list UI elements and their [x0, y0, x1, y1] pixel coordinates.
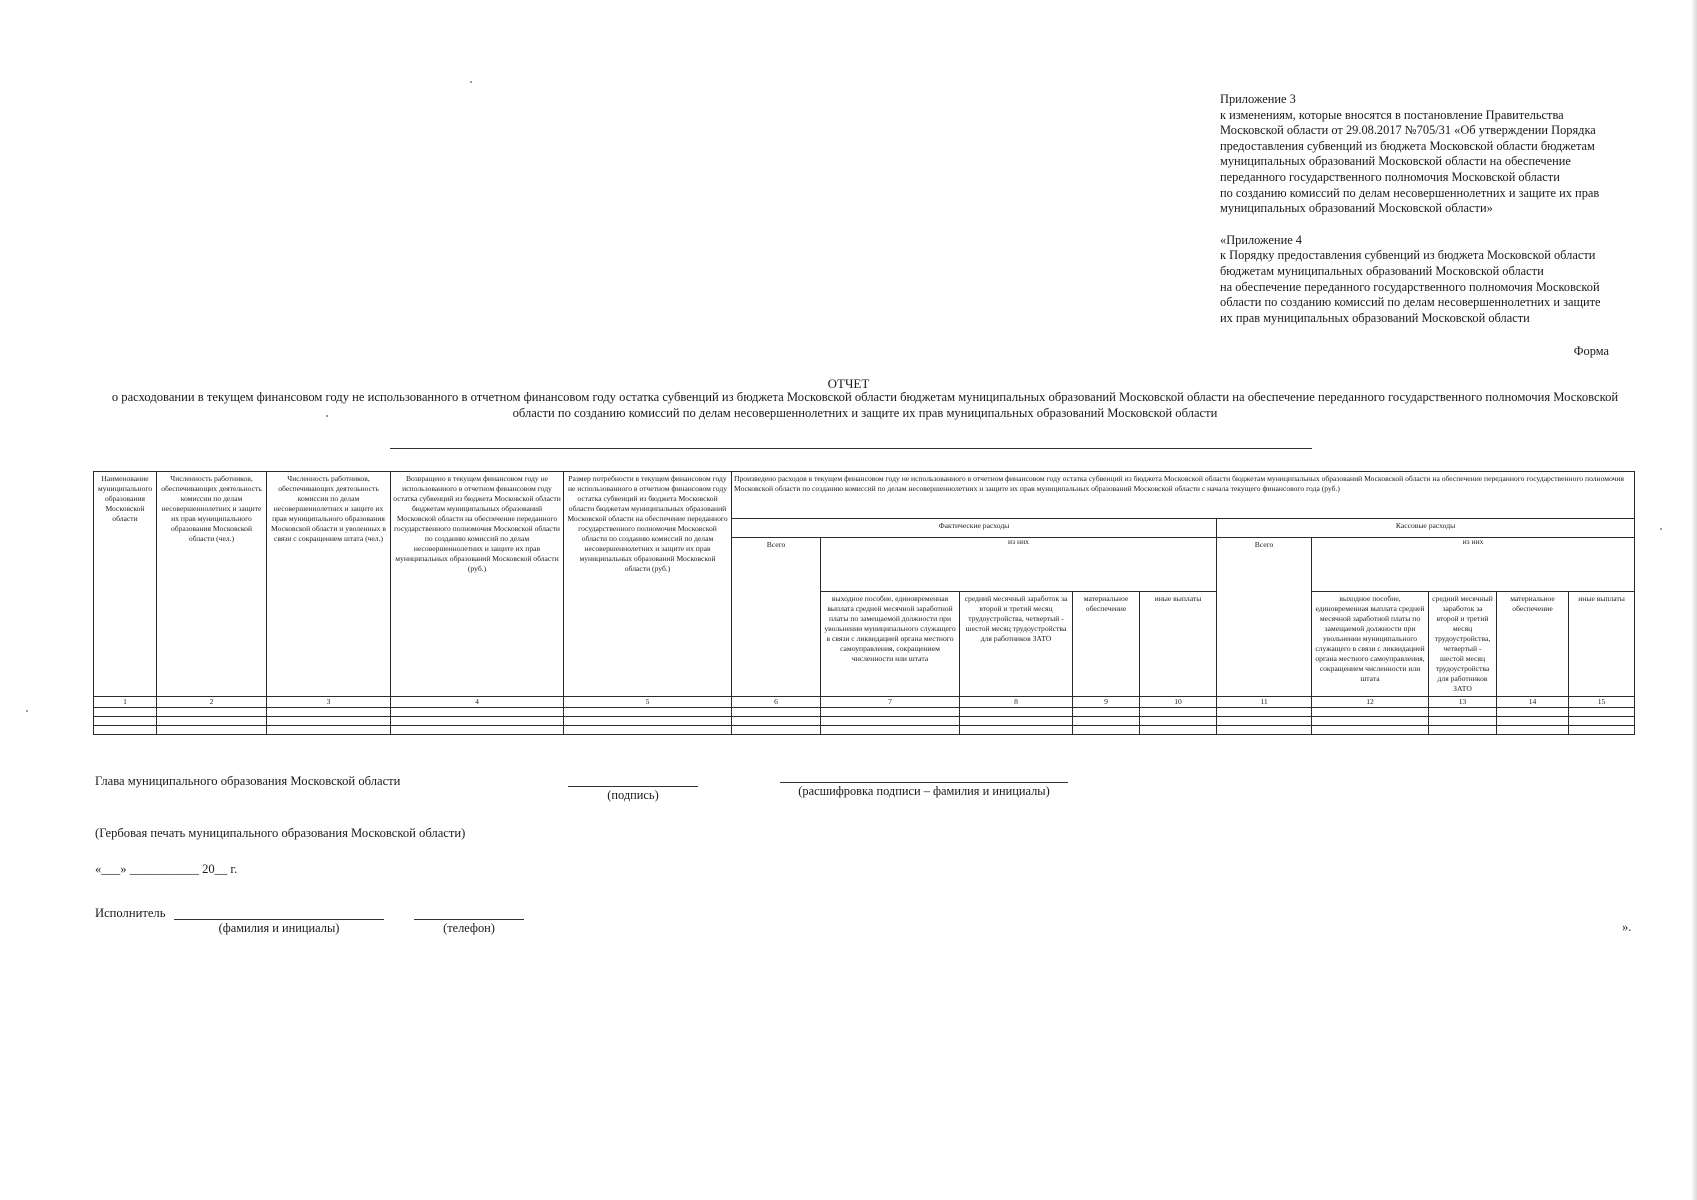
appendix-line: «Приложение 4 [1220, 232, 1302, 247]
column-number: 15 [1569, 697, 1635, 708]
header-cell-staff-count: Численность работников, обеспечивающих деятельность комиссии по делам несовершеннолетних и защите их прав муниципального образования Московской области (чел.) [157, 472, 267, 697]
appendix-line: к изменениям, которые вносятся в постановление Правительства [1220, 107, 1564, 122]
header-cell-actual-of-which: из них [821, 538, 1217, 592]
appendix-line: Московской области от 29.08.2017 №705/31 «Об утверждении Порядка [1220, 123, 1596, 138]
header-cell-actual-other: иные выплаты [1140, 592, 1217, 697]
appendix-header [1220, 92, 1640, 326]
column-number: 7 [821, 697, 960, 708]
column-number: 10 [1140, 697, 1217, 708]
head-label: Глава муниципального образования Московской области [95, 774, 401, 788]
form-label: Форма [1573, 344, 1609, 358]
table-row [94, 726, 1635, 735]
header-cell-cash-total: Всего [1217, 538, 1312, 697]
column-number: 3 [267, 697, 391, 708]
executor-name-caption: (фамилия и инициалы) [218, 921, 340, 935]
column-number: 14 [1497, 697, 1569, 708]
header-cell-cash-avg-salary: средний месячный заработок за второй и третий месяц трудоустройства, четвертый - шестой месяц трудоустройства для работников ЗАТО [1429, 592, 1497, 697]
column-number: 4 [391, 697, 564, 708]
signature-line [568, 786, 698, 787]
header-row-1 [94, 472, 1635, 519]
column-number: 6 [732, 697, 821, 708]
title-underline [390, 448, 1312, 449]
appendix-line: их прав муниципальных образований Московской области [1220, 310, 1530, 325]
signature-decode-line [780, 782, 1068, 783]
header-cell-cash-of-which: из них [1312, 538, 1635, 592]
signature-decode-caption: (расшифровка подписи – фамилия и инициалы) [798, 784, 1050, 798]
header-cell-municipality: Наименование муниципального образования Московской области [94, 472, 157, 697]
document-subtitle: о расходовании в текущем финансовом году не использованного в отчетном финансовом году остатка субвенций из бюджета Московской области бюджетам муниципальных образований Московской области на обеспечение переданного государственного полномочия Московской области по созданию комиссий по делам несовершеннолетних и защите их прав муниципальных образований Московской области [111, 390, 1619, 420]
header-cell-actual-material: материальное обеспечение [1073, 592, 1140, 697]
signature-caption: (подпись) [607, 788, 659, 802]
seal-label: (Гербовая печать муниципального образования Московской области) [95, 826, 466, 840]
date-day-month: «___» ___________ [95, 862, 199, 876]
header-cell-actual-total: Всего [732, 538, 821, 697]
table-row [94, 717, 1635, 726]
appendix-line: области по созданию комиссий по делам несовершеннолетних и защите [1220, 295, 1601, 310]
scan-speck [470, 81, 472, 83]
appendix-line: муниципальных образований Московской области» [1220, 201, 1493, 216]
column-number: 2 [157, 697, 267, 708]
date-field [95, 862, 237, 877]
appendix-line: переданного государственного полномочия Московской области [1220, 169, 1560, 184]
header-cell-actual-avg-salary: средний месячный заработок за второй и третий месяц трудоустройства, четвертый - шестой месяц трудоустройства для работников ЗАТО [960, 592, 1073, 697]
executor-phone-caption: (телефон) [443, 921, 495, 935]
executor-label: Исполнитель [95, 906, 166, 920]
appendix-line: к Порядку предоставления субвенций из бюджета Московской области [1220, 248, 1596, 263]
appendix-line: муниципальных образований Московской области на обеспечение [1220, 154, 1571, 169]
header-cell-actual-expenses: Фактические расходы [732, 519, 1217, 538]
closing-quote: ». [1622, 920, 1632, 934]
header-cell-demand-amount: Размер потребности в текущем финансовом году не использованного в отчетном финансовом году остатка субвенций из бюджета Московской области бюджетам муниципальных образований Московской области на обеспечение переданного государственного полномочия Московской области по созданию комиссий по делам несовершеннолетних и защите их прав муниципальных образований Московской области (руб.) [564, 472, 732, 697]
header-cell-cash-expenses: Кассовые расходы [1217, 519, 1635, 538]
header-cell-cash-material: материальное обеспечение [1497, 592, 1569, 697]
document-title: ОТЧЕТ [827, 376, 870, 391]
column-number: 11 [1217, 697, 1312, 708]
table-row [94, 708, 1635, 717]
appendix-4-block [1220, 233, 1640, 327]
header-cell-cash-severance: выходное пособие, единовременная выплата средней месячной заработной платы по замещаемой должности при увольнении муниципального служащего в связи с ликвидацией органа местного самоуправления, сокращением численности или штата [1312, 592, 1429, 697]
column-number: 13 [1429, 697, 1497, 708]
column-number: 12 [1312, 697, 1429, 708]
appendix-line: предоставления субвенций из бюджета Московской области бюджетам [1220, 138, 1595, 153]
column-number: 9 [1073, 697, 1140, 708]
executor-phone-line [414, 919, 524, 920]
date-year: 20__ г. [202, 862, 238, 876]
report-table [93, 471, 1635, 735]
scan-edge [1691, 0, 1697, 1200]
scan-speck [1660, 528, 1662, 530]
column-number-row [94, 697, 1635, 708]
appendix-line: бюджетам муниципальных образований Московской области [1220, 263, 1544, 278]
column-number: 5 [564, 697, 732, 708]
column-number: 1 [94, 697, 157, 708]
header-cell-cash-other: иные выплаты [1569, 592, 1635, 697]
appendix-line: на обеспечение переданного государственного полномочия Московской [1220, 279, 1600, 294]
appendix-line: Приложение 3 [1220, 92, 1296, 106]
header-cell-dismissed-staff: Численность работников, обеспечивающих деятельность комиссии по делам несовершеннолетних и защите их прав муниципального образования Московской области и уволенных в связи с сокращением штата (чел.) [267, 472, 391, 697]
scan-speck [26, 710, 28, 712]
header-cell-returned-amount: Возвращено в текущем финансовом году не использованного в отчетном финансовом году остатка субвенций из бюджета Московской области бюджетам муниципальных образований Московской области на обеспечение переданного государственного полномочия Московской области по созданию комиссий по делам несовершеннолетних и защите их прав муниципальных образований Московской области (руб.) [391, 472, 564, 697]
header-cell-expenses: Произведено расходов в текущем финансовом году не использованного в отчетном финансовом году остатка субвенций из бюджета Московской области бюджетам муниципальных образований Московской области на обеспечение переданного государственного полномочия Московской области по созданию комиссий по делам несовершеннолетних и защите их прав муниципальных образований Московской области с начала текущего финансового года (руб.) [732, 472, 1635, 519]
appendix-3-block [1220, 92, 1640, 217]
executor-name-line [174, 919, 384, 920]
appendix-line: по созданию комиссий по делам несовершеннолетних и защите их прав [1220, 185, 1600, 200]
column-number: 8 [960, 697, 1073, 708]
header-cell-actual-severance: выходное пособие, единовременная выплата средней месячной заработной платы по замещаемой должности при увольнении муниципального служащего в связи с ликвидацией органа местного самоуправления, сокращением численности или штата [821, 592, 960, 697]
